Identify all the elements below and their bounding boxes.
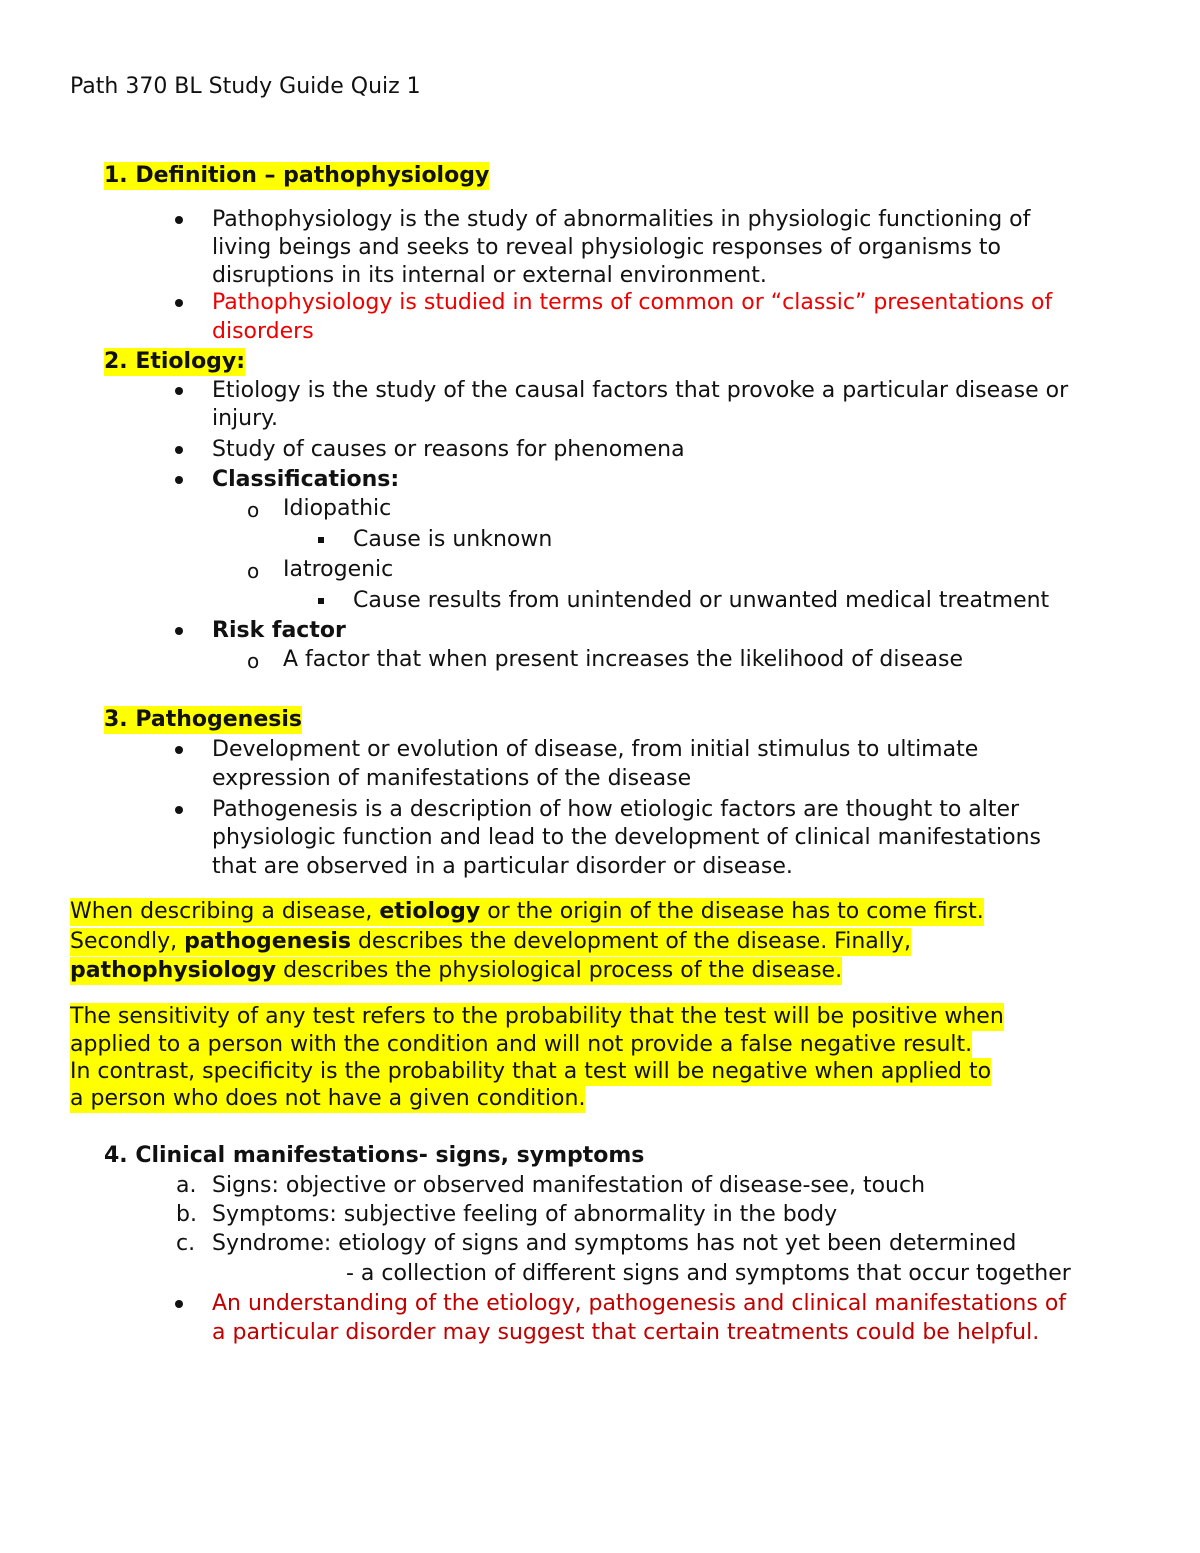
para1-term-pathogenesis: pathogenesis xyxy=(184,929,351,954)
bullet-icon xyxy=(175,299,183,307)
para1-line3 xyxy=(70,957,842,985)
para1-text: describes the development of the disease. Finally, xyxy=(350,929,912,954)
bullet-icon xyxy=(175,216,183,224)
circle-bullet-icon: o xyxy=(247,498,260,522)
square-bullet-icon xyxy=(318,537,324,543)
s2-b1-line2: injury. xyxy=(212,406,279,431)
para1-line2 xyxy=(70,928,911,956)
section-3-heading: 3. Pathogenesis xyxy=(104,707,302,732)
s2-classifications: Classifications: xyxy=(212,467,400,492)
s2-iatrogenic: Iatrogenic xyxy=(283,557,394,582)
square-bullet-icon xyxy=(318,598,324,604)
para1-text: or the origin of the disease has to come first. xyxy=(480,899,984,924)
s2-b2: Study of causes or reasons for phenomena xyxy=(212,437,685,462)
para1-text: describes the physiological process of the disease. xyxy=(276,958,843,983)
s1-b2-line2: disorders xyxy=(212,319,314,344)
s4-note-line1: An understanding of the etiology, pathogenesis and clinical manifestations of xyxy=(212,1291,1067,1316)
bullet-icon xyxy=(175,1300,183,1308)
para2-line4: a person who does not have a given condition. xyxy=(70,1086,586,1111)
s3-b2-line3: that are observed in a particular disorder or disease. xyxy=(212,854,793,879)
s2-risk-sub: A factor that when present increases the likelihood of disease xyxy=(283,647,963,672)
para1-line1 xyxy=(70,898,984,926)
s3-b2-line1: Pathogenesis is a description of how etiologic factors are thought to alter xyxy=(212,797,1020,822)
circle-bullet-icon: o xyxy=(247,559,260,583)
s1-b1-line1: Pathophysiology is the study of abnormalities in physiologic functioning of xyxy=(212,207,1031,232)
s4-c-marker: c. xyxy=(176,1231,196,1256)
s4-syndrome: Syndrome: etiology of signs and symptoms has not yet been determined xyxy=(212,1231,1017,1256)
section-1-heading: 1. Definition – pathophysiology xyxy=(104,163,490,188)
s2-iatrogenic-sub: Cause results from unintended or unwanted medical treatment xyxy=(353,588,1050,613)
s4-b-marker: b. xyxy=(176,1202,197,1227)
s2-idiopathic: Idiopathic xyxy=(283,496,392,521)
para2-line2: applied to a person with the condition and will not provide a false negative result. xyxy=(70,1032,973,1057)
s1-b1-line2: living beings and seeks to reveal physiologic responses of organisms to xyxy=(212,235,1001,260)
section-2-heading: 2. Etiology: xyxy=(104,349,246,374)
s2-idiopathic-sub: Cause is unknown xyxy=(353,527,553,552)
s2-b1-line1: Etiology is the study of the causal factors that provoke a particular disease or xyxy=(212,378,1069,403)
para2-line1: The sensitivity of any test refers to the probability that the test will be positive when xyxy=(70,1004,1004,1029)
s4-a-marker: a. xyxy=(176,1173,197,1198)
s4-signs: Signs: objective or observed manifestation of disease-see, touch xyxy=(212,1173,926,1198)
section-4-heading: 4. Clinical manifestations- signs, symptoms xyxy=(104,1143,645,1168)
s4-symptoms: Symptoms: subjective feeling of abnormality in the body xyxy=(212,1202,838,1227)
para1-term-pathophysiology: pathophysiology xyxy=(70,958,277,983)
bullet-icon xyxy=(175,446,183,454)
s3-b1-line2: expression of manifestations of the disease xyxy=(212,766,692,791)
s2-risk-factor: Risk factor xyxy=(212,618,346,643)
s4-syndrome-cont: - a collection of different signs and symptoms that occur together xyxy=(346,1261,1071,1286)
s1-b1-line3: disruptions in its internal or external environment. xyxy=(212,263,767,288)
s1-b2-line1: Pathophysiology is studied in terms of common or “classic” presentations of xyxy=(212,290,1053,315)
document-title: Path 370 BL Study Guide Quiz 1 xyxy=(70,74,421,99)
para1-text: When describing a disease, xyxy=(70,899,380,924)
para2-line3: In contrast, specificity is the probability that a test will be negative when applied to xyxy=(70,1059,992,1084)
circle-bullet-icon: o xyxy=(247,649,260,673)
bullet-icon xyxy=(175,627,183,635)
bullet-icon xyxy=(175,806,183,814)
bullet-icon xyxy=(175,387,183,395)
s3-b1-line1: Development or evolution of disease, from initial stimulus to ultimate xyxy=(212,737,979,762)
para1-text: Secondly, xyxy=(70,929,185,954)
s4-note-line2: a particular disorder may suggest that certain treatments could be helpful. xyxy=(212,1320,1040,1345)
para1-term-etiology: etiology xyxy=(379,899,481,924)
bullet-icon xyxy=(175,476,183,484)
s3-b2-line2: physiologic function and lead to the development of clinical manifestations xyxy=(212,825,1042,850)
bullet-icon xyxy=(175,746,183,754)
